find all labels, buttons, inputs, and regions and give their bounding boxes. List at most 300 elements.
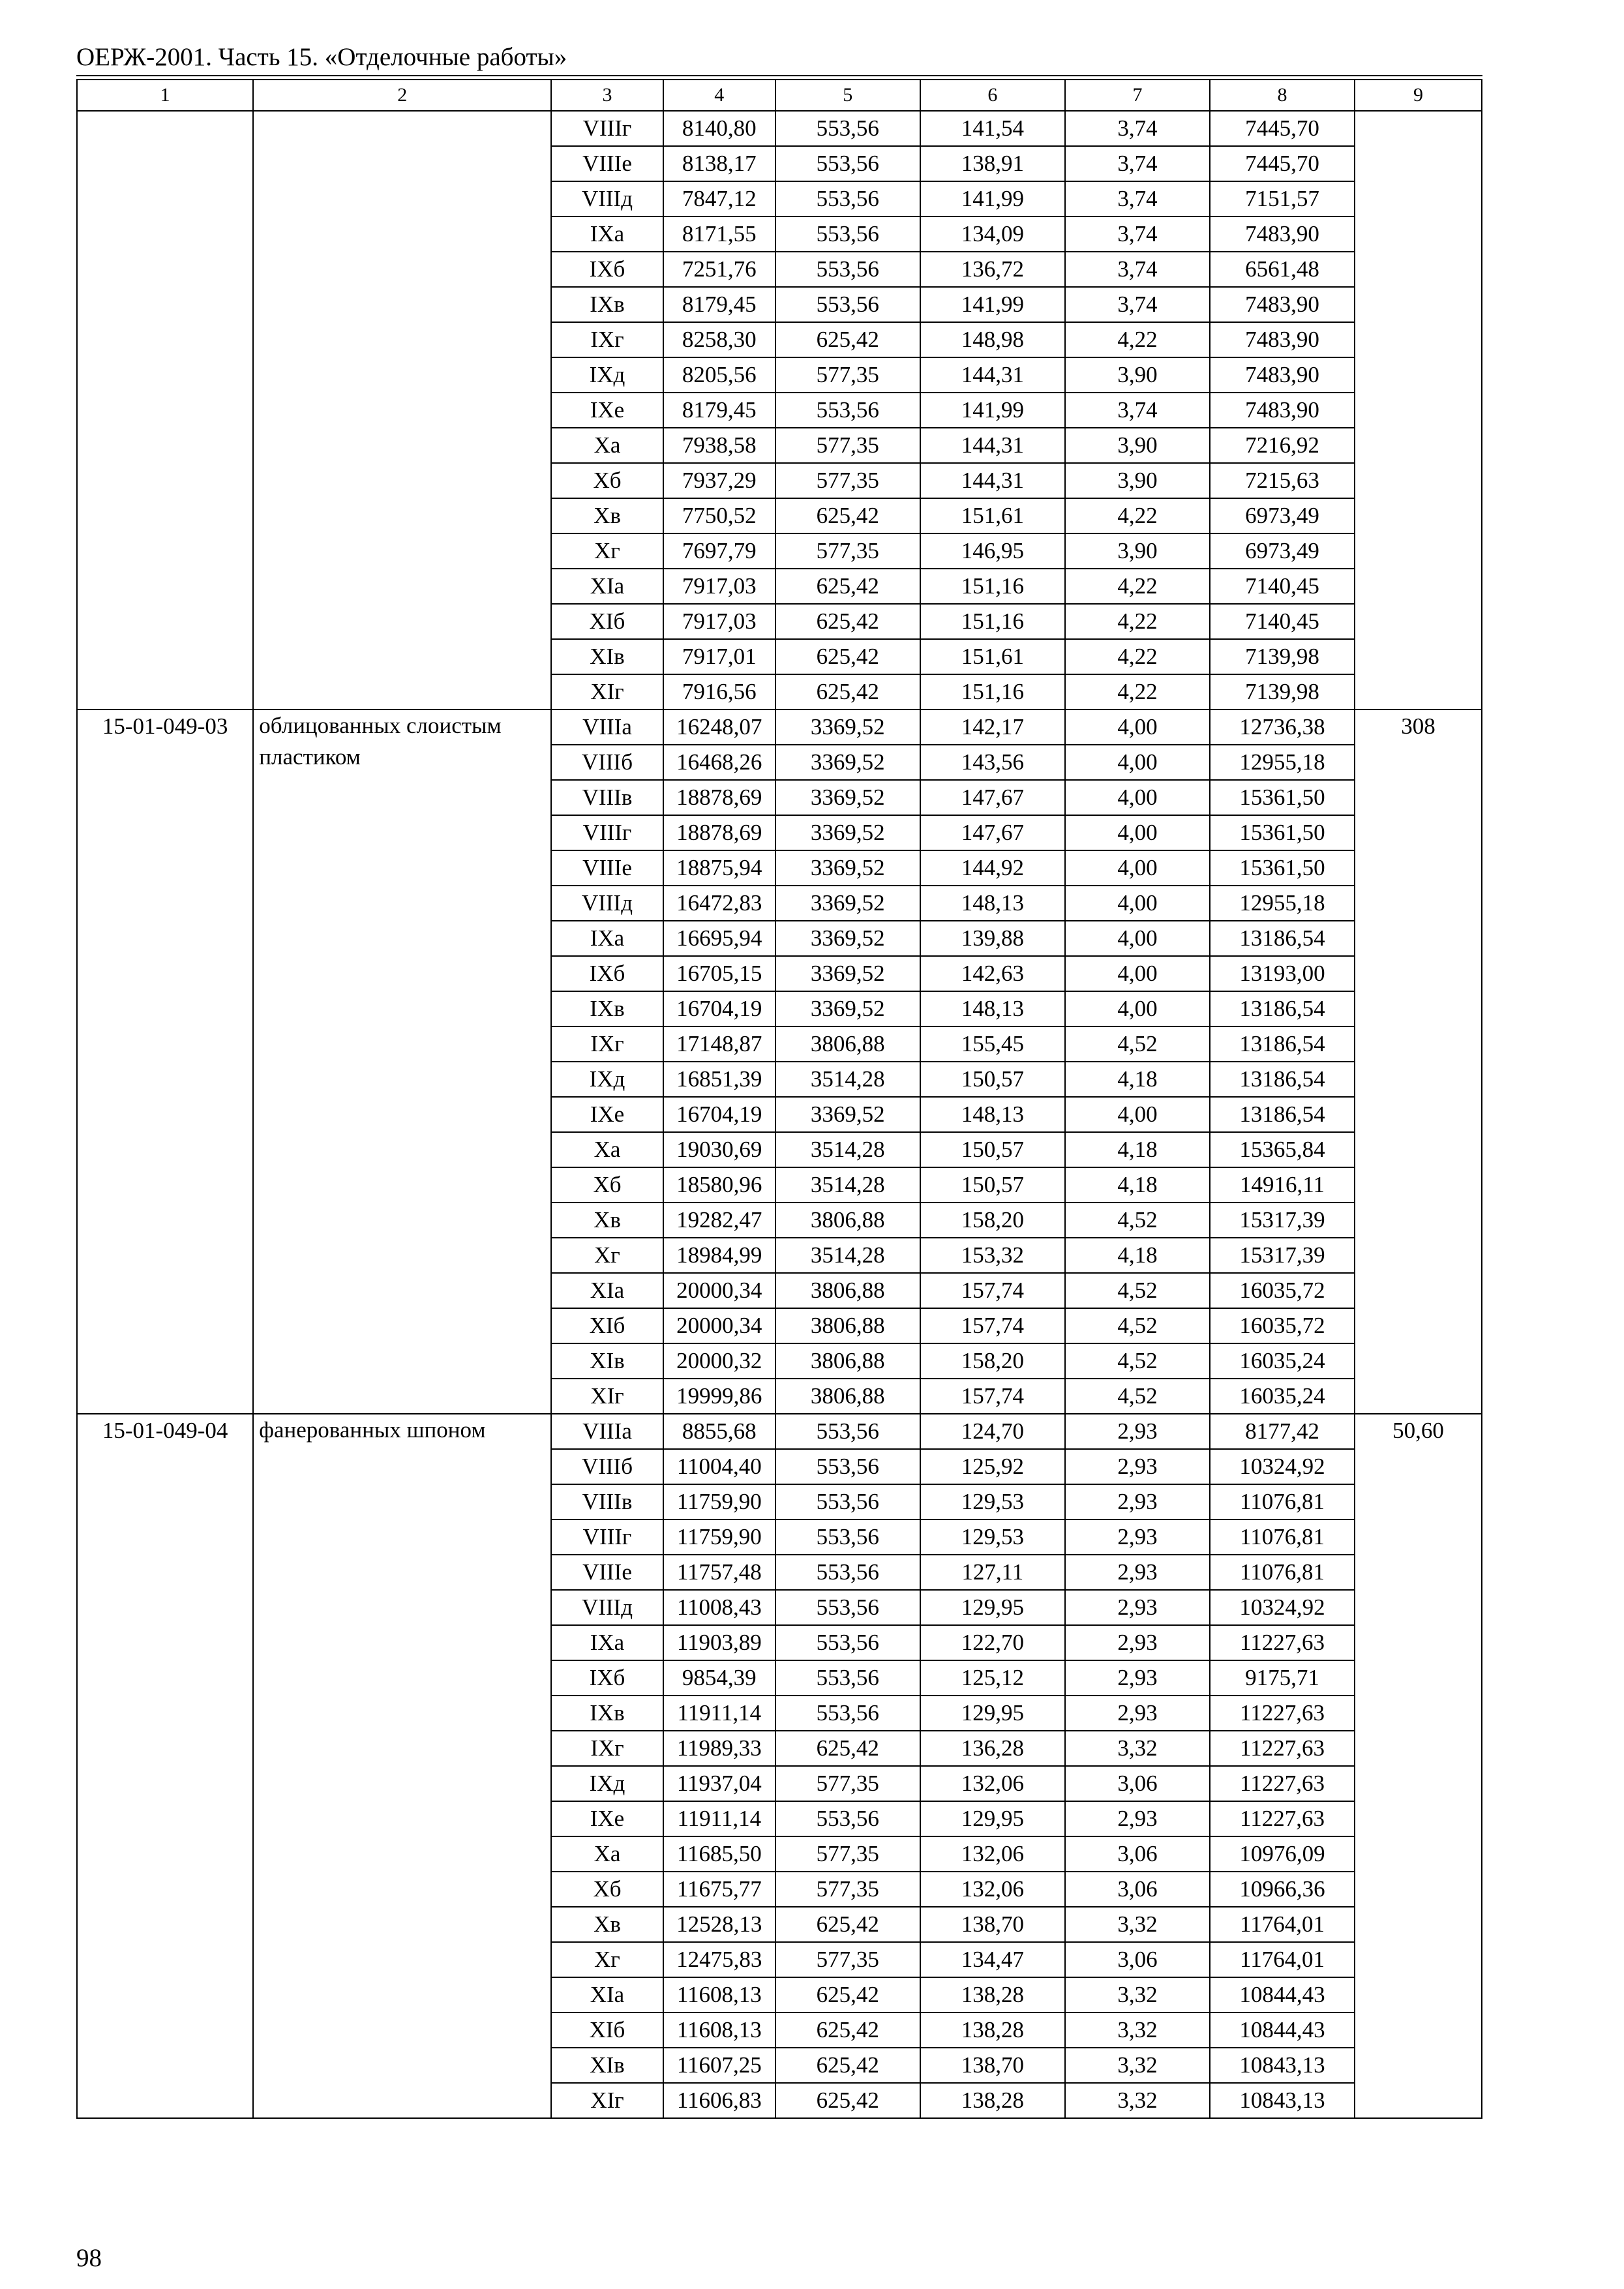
zone-cell: IXв [551,287,663,322]
value-cell: 553,56 [775,1414,920,1449]
value-cell: 553,56 [775,181,920,217]
value-cell: 16035,72 [1210,1273,1355,1308]
zone-cell: XIг [551,674,663,710]
value-cell: 8258,30 [663,322,775,357]
value-cell: 3806,88 [775,1203,920,1238]
value-cell: 11076,81 [1210,1555,1355,1590]
value-cell: 7847,12 [663,181,775,217]
zone-cell: Xб [551,1167,663,1203]
zone-cell: Xа [551,1132,663,1167]
table-row [77,111,1482,146]
column-number-row [77,80,1482,111]
value-cell: 4,52 [1065,1343,1210,1379]
value-cell: 146,95 [920,533,1065,569]
value-cell: 8205,56 [663,357,775,393]
value-cell: 625,42 [775,498,920,533]
value-cell: 125,92 [920,1449,1065,1484]
value-cell: 18878,69 [663,780,775,815]
value-cell: 553,56 [775,1555,920,1590]
value-cell: 3369,52 [775,710,920,745]
value-cell: 11227,63 [1210,1696,1355,1731]
value-cell: 11608,13 [663,1977,775,2012]
value-cell: 12955,18 [1210,745,1355,780]
value-cell: 18984,99 [663,1238,775,1273]
value-cell: 2,93 [1065,1519,1210,1555]
value-cell: 138,91 [920,146,1065,181]
value-cell: 2,93 [1065,1625,1210,1660]
zone-cell: IXе [551,1801,663,1836]
value-cell: 577,35 [775,533,920,569]
value-cell: 16035,24 [1210,1379,1355,1414]
value-cell: 3,74 [1065,181,1210,217]
value-cell: 7139,98 [1210,639,1355,674]
value-cell: 11764,01 [1210,1907,1355,1942]
value-cell: 11937,04 [663,1766,775,1801]
zone-cell: VIIIг [551,111,663,146]
value-cell: 3,90 [1065,357,1210,393]
value-cell: 138,70 [920,2048,1065,2083]
value-cell: 2,93 [1065,1484,1210,1519]
value-cell: 144,31 [920,463,1065,498]
value-cell: 15317,39 [1210,1238,1355,1273]
value-cell: 138,28 [920,2083,1065,2118]
value-cell: 19030,69 [663,1132,775,1167]
value-cell: 6561,48 [1210,252,1355,287]
value-cell: 13186,54 [1210,921,1355,956]
zone-cell: IXд [551,357,663,393]
value-cell: 16705,15 [663,956,775,991]
zone-cell: IXб [551,252,663,287]
value-cell: 11757,48 [663,1555,775,1590]
rate-code-cell [77,111,253,710]
zone-cell: IXг [551,1731,663,1766]
value-cell: 143,56 [920,745,1065,780]
value-cell: 3,90 [1065,463,1210,498]
value-cell: 4,18 [1065,1238,1210,1273]
value-cell: 7917,03 [663,604,775,639]
zone-cell: IXв [551,991,663,1026]
value-cell: 3,74 [1065,217,1210,252]
zone-cell: VIIIе [551,850,663,886]
value-cell: 553,56 [775,1801,920,1836]
value-cell: 3369,52 [775,1097,920,1132]
zone-cell: IXа [551,921,663,956]
column-9-cell [1355,111,1482,710]
zone-cell: XIа [551,1273,663,1308]
value-cell: 16248,07 [663,710,775,745]
value-cell: 129,53 [920,1484,1065,1519]
value-cell: 15361,50 [1210,850,1355,886]
value-cell: 129,95 [920,1590,1065,1625]
value-cell: 11903,89 [663,1625,775,1660]
value-cell: 553,56 [775,393,920,428]
value-cell: 16035,72 [1210,1308,1355,1343]
zone-cell: VIIIе [551,1555,663,1590]
value-cell: 625,42 [775,2048,920,2083]
value-cell: 11076,81 [1210,1519,1355,1555]
value-cell: 16704,19 [663,1097,775,1132]
value-cell: 10844,43 [1210,2012,1355,2048]
value-cell: 4,00 [1065,710,1210,745]
value-cell: 7697,79 [663,533,775,569]
value-cell: 625,42 [775,569,920,604]
zone-cell: Xв [551,1203,663,1238]
value-cell: 124,70 [920,1414,1065,1449]
value-cell: 7445,70 [1210,111,1355,146]
zone-cell: Xб [551,463,663,498]
value-cell: 6973,49 [1210,498,1355,533]
zone-cell: Xг [551,533,663,569]
value-cell: 577,35 [775,357,920,393]
value-cell: 3,06 [1065,1766,1210,1801]
value-cell: 10843,13 [1210,2048,1355,2083]
value-cell: 3806,88 [775,1308,920,1343]
value-cell: 553,56 [775,1449,920,1484]
value-cell: 3,32 [1065,1907,1210,1942]
zone-cell: IXг [551,322,663,357]
value-cell: 10324,92 [1210,1449,1355,1484]
value-cell: 11989,33 [663,1731,775,1766]
zone-cell: Xв [551,1907,663,1942]
value-cell: 16472,83 [663,886,775,921]
value-cell: 157,74 [920,1273,1065,1308]
value-cell: 7916,56 [663,674,775,710]
zone-cell: VIIIб [551,1449,663,1484]
value-cell: 148,13 [920,1097,1065,1132]
value-cell: 7917,03 [663,569,775,604]
value-cell: 136,72 [920,252,1065,287]
value-cell: 625,42 [775,1907,920,1942]
table-row [77,710,1482,745]
column-9-cell: 50,60 [1355,1414,1482,2118]
zone-cell: VIIIг [551,1519,663,1555]
value-cell: 11607,25 [663,2048,775,2083]
value-cell: 11008,43 [663,1590,775,1625]
zone-cell: Xа [551,1836,663,1872]
value-cell: 2,93 [1065,1590,1210,1625]
value-cell: 4,00 [1065,815,1210,850]
value-cell: 3,90 [1065,533,1210,569]
value-cell: 20000,32 [663,1343,775,1379]
value-cell: 4,52 [1065,1203,1210,1238]
value-cell: 3369,52 [775,780,920,815]
value-cell: 18580,96 [663,1167,775,1203]
value-cell: 4,00 [1065,921,1210,956]
zone-cell: VIIIв [551,780,663,815]
value-cell: 7750,52 [663,498,775,533]
value-cell: 148,13 [920,886,1065,921]
value-cell: 2,93 [1065,1801,1210,1836]
value-cell: 2,93 [1065,1696,1210,1731]
value-cell: 151,61 [920,639,1065,674]
column-number-cell: 9 [1355,80,1482,111]
value-cell: 3806,88 [775,1273,920,1308]
value-cell: 4,52 [1065,1308,1210,1343]
value-cell: 9854,39 [663,1660,775,1696]
column-9-cell: 308 [1355,710,1482,1414]
value-cell: 16035,24 [1210,1343,1355,1379]
value-cell: 8140,80 [663,111,775,146]
value-cell: 141,54 [920,111,1065,146]
value-cell: 8177,42 [1210,1414,1355,1449]
value-cell: 3,90 [1065,428,1210,463]
value-cell: 4,18 [1065,1167,1210,1203]
value-cell: 10966,36 [1210,1872,1355,1907]
zone-cell: Xг [551,1942,663,1977]
zone-cell: Xб [551,1872,663,1907]
value-cell: 625,42 [775,604,920,639]
value-cell: 10976,09 [1210,1836,1355,1872]
value-cell: 625,42 [775,639,920,674]
value-cell: 7917,01 [663,639,775,674]
value-cell: 148,13 [920,991,1065,1026]
rate-code-cell: 15-01-049-04 [77,1414,253,2118]
value-cell: 151,16 [920,604,1065,639]
description-cell: облицованных слоистым пластиком [253,710,551,1414]
value-cell: 125,12 [920,1660,1065,1696]
value-cell: 7151,57 [1210,181,1355,217]
value-cell: 122,70 [920,1625,1065,1660]
zone-cell: XIв [551,1343,663,1379]
value-cell: 3514,28 [775,1062,920,1097]
value-cell: 16851,39 [663,1062,775,1097]
value-cell: 3806,88 [775,1026,920,1062]
value-cell: 625,42 [775,2012,920,2048]
value-cell: 4,22 [1065,639,1210,674]
value-cell: 4,00 [1065,850,1210,886]
table-row [77,1414,1482,1449]
value-cell: 553,56 [775,287,920,322]
zone-cell: IXб [551,956,663,991]
value-cell: 17148,87 [663,1026,775,1062]
zone-cell: IXг [551,1026,663,1062]
value-cell: 3369,52 [775,850,920,886]
column-number-cell: 4 [663,80,775,111]
value-cell: 138,70 [920,1907,1065,1942]
value-cell: 127,11 [920,1555,1065,1590]
value-cell: 11759,90 [663,1484,775,1519]
zone-cell: XIг [551,1379,663,1414]
value-cell: 7483,90 [1210,287,1355,322]
value-cell: 577,35 [775,1836,920,1872]
value-cell: 3,32 [1065,1731,1210,1766]
value-cell: 141,99 [920,287,1065,322]
value-cell: 8171,55 [663,217,775,252]
value-cell: 3,74 [1065,393,1210,428]
value-cell: 2,93 [1065,1414,1210,1449]
zone-cell: IXе [551,393,663,428]
value-cell: 12736,38 [1210,710,1355,745]
value-cell: 132,06 [920,1872,1065,1907]
zone-cell: IXд [551,1062,663,1097]
value-cell: 15365,84 [1210,1132,1355,1167]
value-cell: 3369,52 [775,956,920,991]
value-cell: 13186,54 [1210,1026,1355,1062]
value-cell: 2,93 [1065,1555,1210,1590]
value-cell: 139,88 [920,921,1065,956]
zone-cell: XIа [551,569,663,604]
value-cell: 4,52 [1065,1379,1210,1414]
zone-cell: IXа [551,217,663,252]
zone-cell: IXв [551,1696,663,1731]
value-cell: 150,57 [920,1167,1065,1203]
value-cell: 7140,45 [1210,604,1355,639]
description-cell: фанерованных шпоном [253,1414,551,2118]
value-cell: 553,56 [775,1660,920,1696]
value-cell: 3369,52 [775,745,920,780]
value-cell: 553,56 [775,146,920,181]
zone-cell: XIа [551,1977,663,2012]
value-cell: 625,42 [775,674,920,710]
zone-cell: VIIIг [551,815,663,850]
value-cell: 151,16 [920,674,1065,710]
value-cell: 157,74 [920,1308,1065,1343]
value-cell: 553,56 [775,1484,920,1519]
value-cell: 138,28 [920,1977,1065,2012]
value-cell: 7938,58 [663,428,775,463]
value-cell: 7140,45 [1210,569,1355,604]
value-cell: 13186,54 [1210,991,1355,1026]
value-cell: 4,52 [1065,1273,1210,1308]
value-cell: 18878,69 [663,815,775,850]
value-cell: 16468,26 [663,745,775,780]
value-cell: 138,28 [920,2012,1065,2048]
value-cell: 577,35 [775,1942,920,1977]
zone-cell: Xв [551,498,663,533]
value-cell: 132,06 [920,1836,1065,1872]
value-cell: 150,57 [920,1132,1065,1167]
value-cell: 134,09 [920,217,1065,252]
value-cell: 577,35 [775,463,920,498]
value-cell: 4,18 [1065,1062,1210,1097]
table-body [77,80,1482,2118]
zone-cell: XIг [551,2083,663,2118]
value-cell: 12528,13 [663,1907,775,1942]
zone-cell: IXе [551,1097,663,1132]
value-cell: 11227,63 [1210,1731,1355,1766]
value-cell: 150,57 [920,1062,1065,1097]
value-cell: 3,32 [1065,1977,1210,2012]
value-cell: 15361,50 [1210,780,1355,815]
value-cell: 18875,94 [663,850,775,886]
value-cell: 11606,83 [663,2083,775,2118]
value-cell: 4,00 [1065,886,1210,921]
value-cell: 4,00 [1065,745,1210,780]
page-header: ОЕРЖ-2001. Часть 15. «Отделочные работы» [76,43,567,71]
page-number: 98 [76,2244,102,2272]
value-cell: 553,56 [775,1590,920,1625]
column-number-cell: 6 [920,80,1065,111]
value-cell: 577,35 [775,1872,920,1907]
value-cell: 625,42 [775,322,920,357]
value-cell: 142,63 [920,956,1065,991]
value-cell: 4,22 [1065,322,1210,357]
value-cell: 3,06 [1065,1942,1210,1977]
value-cell: 7216,92 [1210,428,1355,463]
value-cell: 4,22 [1065,604,1210,639]
value-cell: 3514,28 [775,1132,920,1167]
column-number-cell: 5 [775,80,920,111]
price-table [76,79,1482,2119]
value-cell: 144,92 [920,850,1065,886]
value-cell: 3806,88 [775,1343,920,1379]
zone-cell: Xа [551,428,663,463]
value-cell: 129,95 [920,1801,1065,1836]
value-cell: 147,67 [920,780,1065,815]
value-cell: 153,32 [920,1238,1065,1273]
value-cell: 11759,90 [663,1519,775,1555]
value-cell: 13193,00 [1210,956,1355,991]
column-number-cell: 7 [1065,80,1210,111]
value-cell: 15317,39 [1210,1203,1355,1238]
value-cell: 553,56 [775,111,920,146]
value-cell: 16704,19 [663,991,775,1026]
value-cell: 553,56 [775,1696,920,1731]
value-cell: 553,56 [775,1625,920,1660]
value-cell: 7215,63 [1210,463,1355,498]
value-cell: 3,74 [1065,252,1210,287]
zone-cell: VIIIд [551,181,663,217]
value-cell: 16695,94 [663,921,775,956]
value-cell: 141,99 [920,181,1065,217]
value-cell: 11004,40 [663,1449,775,1484]
value-cell: 13186,54 [1210,1097,1355,1132]
zone-cell: VIIIд [551,886,663,921]
zone-cell: IXд [551,1766,663,1801]
value-cell: 158,20 [920,1203,1065,1238]
value-cell: 132,06 [920,1766,1065,1801]
value-cell: 4,00 [1065,780,1210,815]
value-cell: 7483,90 [1210,322,1355,357]
zone-cell: IXа [551,1625,663,1660]
value-cell: 11608,13 [663,2012,775,2048]
value-cell: 3514,28 [775,1238,920,1273]
value-cell: 4,00 [1065,1097,1210,1132]
value-cell: 144,31 [920,428,1065,463]
value-cell: 6973,49 [1210,533,1355,569]
value-cell: 7483,90 [1210,357,1355,393]
value-cell: 136,28 [920,1731,1065,1766]
value-cell: 2,93 [1065,1449,1210,1484]
value-cell: 577,35 [775,1766,920,1801]
value-cell: 158,20 [920,1343,1065,1379]
value-cell: 7483,90 [1210,217,1355,252]
value-cell: 7139,98 [1210,674,1355,710]
value-cell: 3514,28 [775,1167,920,1203]
value-cell: 8179,45 [663,287,775,322]
column-number-cell: 8 [1210,80,1355,111]
value-cell: 3,74 [1065,287,1210,322]
value-cell: 2,93 [1065,1660,1210,1696]
column-number-cell: 3 [551,80,663,111]
value-cell: 553,56 [775,217,920,252]
value-cell: 11675,77 [663,1872,775,1907]
value-cell: 3,06 [1065,1872,1210,1907]
value-cell: 3369,52 [775,991,920,1026]
value-cell: 3,32 [1065,2048,1210,2083]
zone-cell: VIIIа [551,710,663,745]
value-cell: 19999,86 [663,1379,775,1414]
value-cell: 12475,83 [663,1942,775,1977]
value-cell: 625,42 [775,2083,920,2118]
value-cell: 19282,47 [663,1203,775,1238]
value-cell: 11764,01 [1210,1942,1355,1977]
value-cell: 148,98 [920,322,1065,357]
value-cell: 11227,63 [1210,1625,1355,1660]
value-cell: 553,56 [775,252,920,287]
value-cell: 11911,14 [663,1696,775,1731]
value-cell: 11227,63 [1210,1801,1355,1836]
